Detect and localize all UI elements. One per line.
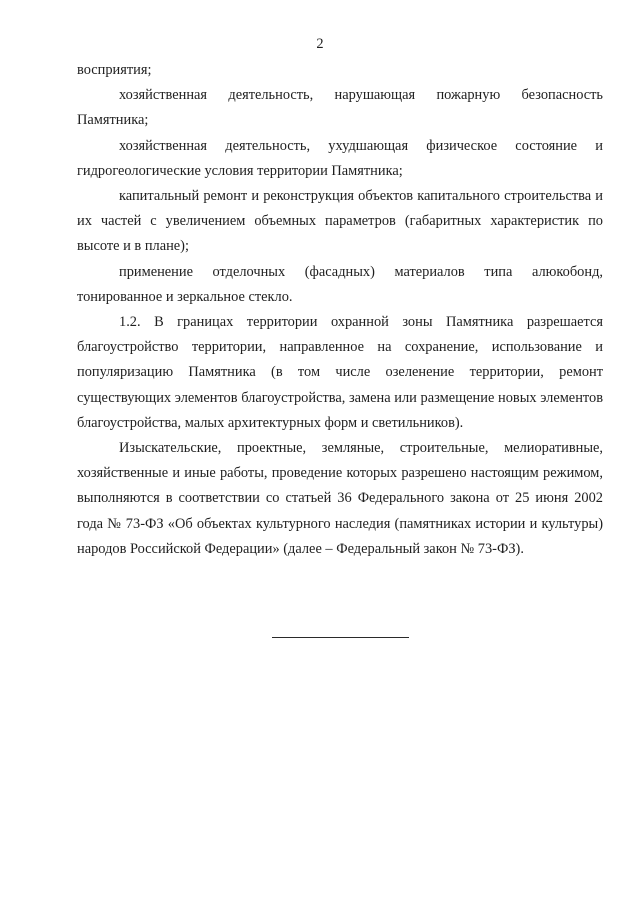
paragraph: 1.2. В границах территории охранной зоны Памятника разрешается благоустройство территории, направленное на сохранение, использование и популяризацию Памятника (в том числе озеленение территории, ремонт существующих элементов благоустройства, замена или размещение новых элементов благоустройства, малых архитектурных форм и светильников). <box>77 314 603 431</box>
paragraph: хозяйственная деятельность, нарушающая пожарную безопасность Памятника; <box>77 87 603 129</box>
paragraph: восприятия; <box>77 62 152 78</box>
paragraph: Изыскательские, проектные, земляные, строительные, мелиоративные, хозяйственные и иные работы, проведение которых разрешено настоящим режимом, выполняются в соответствии со статьей 36 Федерального закона от 25 июня 2002 года № 73-ФЗ «Об объектах культурного наследия (памятниках истории и культуры) народов Российской Федерации» (далее – Федеральный закон № 73-ФЗ). <box>77 440 603 557</box>
paragraph: хозяйственная деятельность, ухудшающая физическое состояние и гидрогеологические условия территории Памятника; <box>77 137 603 179</box>
page-number: 2 <box>316 36 324 52</box>
closing-divider-line <box>272 637 409 638</box>
document-body <box>77 58 603 562</box>
paragraph: капитальный ремонт и реконструкция объектов капитального строительства и их частей с увеличением объемных параметров (габаритных характеристик по высоте и в плане); <box>77 188 603 255</box>
paragraph: применение отделочных (фасадных) материалов типа алюкобонд, тонированное и зеркальное стекло. <box>77 263 603 305</box>
